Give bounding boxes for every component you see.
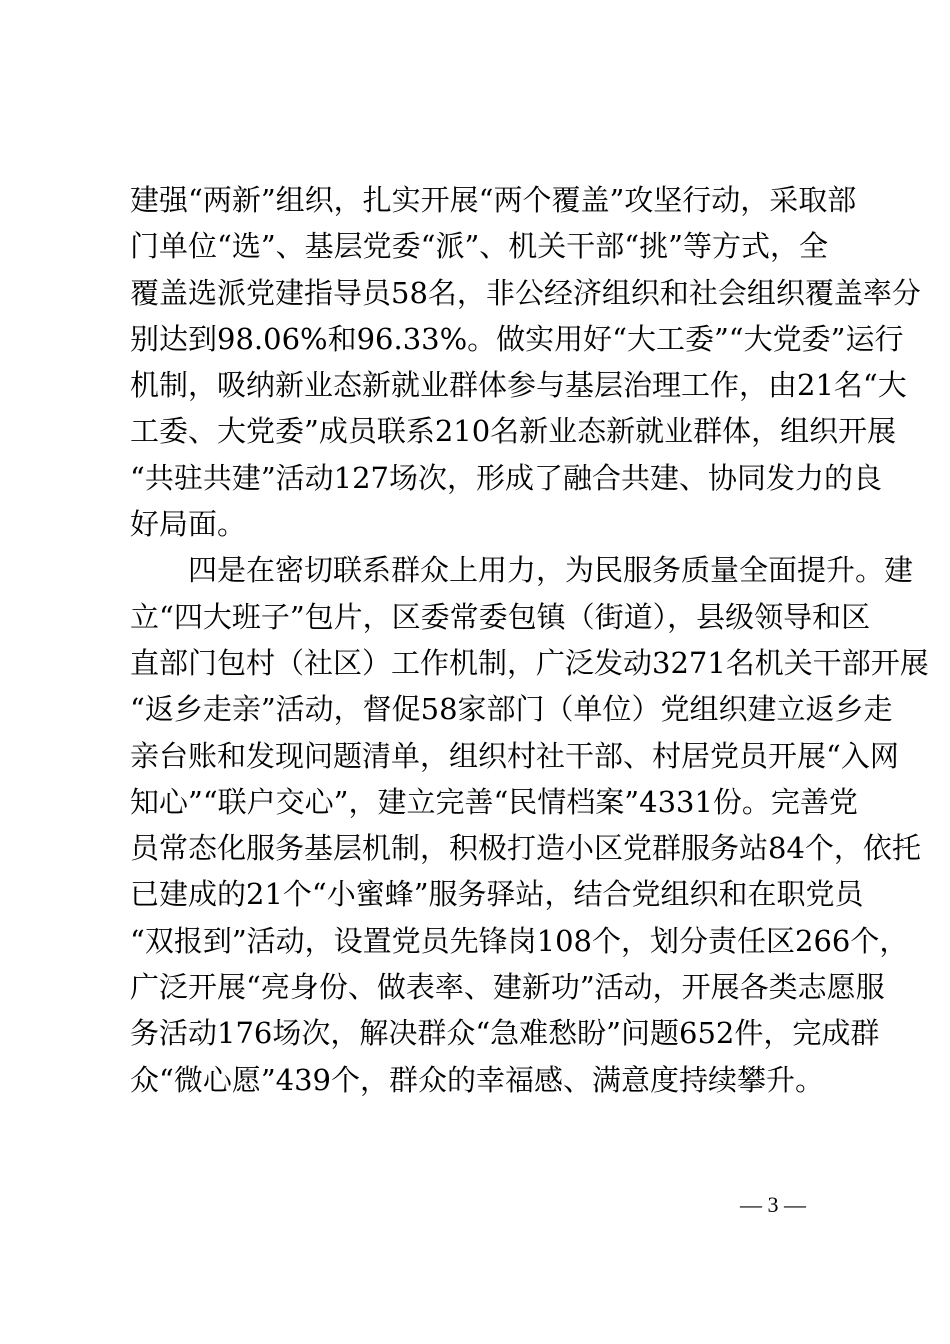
text-line: “双报到”活动，设置党员先锋岗108个，划分责任区266个， xyxy=(130,923,909,958)
page-number: — 3 — xyxy=(740,1192,806,1217)
text-line: 员常态化服务基层机制，积极打造小区党群服务站84个，依托 xyxy=(130,831,921,866)
text-line: 已建成的21个“小蜜蜂”服务驿站，结合党组织和在职党员 xyxy=(130,877,864,912)
text-line: 四是在密切联系群众上用力，为民服务质量全面提升。建 xyxy=(188,553,914,588)
text-line: 覆盖选派党建指导员58名，非公经济组织和社会组织覆盖率分 xyxy=(130,275,921,310)
text-line: 门单位“选”、基层党委“派”、机关干部“挑”等方式，全 xyxy=(130,229,828,264)
text-line: 直部门包村（社区）工作机制，广泛发动3271名机关干部开展 xyxy=(130,645,929,680)
text-line: 亲台账和发现问题清单，组织村社干部、村居党员开展“入网 xyxy=(130,738,899,773)
text-line: 好局面。 xyxy=(130,507,247,542)
text-line: 务活动176场次，解决群众“急难愁盼”问题652件，完成群 xyxy=(130,1016,880,1051)
text-line: 工委、大党委”成员联系210名新业态新就业群体，组织开展 xyxy=(130,414,897,449)
document-body xyxy=(130,177,929,1103)
paragraph-1 xyxy=(130,177,921,547)
text-line: 立“四大班子”包片，区委常委包镇（街道），县级领导和区 xyxy=(130,599,871,634)
text-line: 建强“两新”组织，扎实开展“两个覆盖”攻坚行动，采取部 xyxy=(130,183,857,217)
text-line: 知心”“联户交心”，建立完善“民情档案”4331份。完善党 xyxy=(130,784,858,819)
text-line: 众“微心愿”439个，群众的幸福感、满意度持续攀升。 xyxy=(130,1062,825,1097)
text-line: “共驻共建”活动127场次，形成了融合共建、协同发力的良 xyxy=(130,460,883,495)
text-line: 广泛开展“亮身份、做表率、建新功”活动，开展各类志愿服 xyxy=(130,970,885,1005)
paragraph-2 xyxy=(130,547,929,1103)
text-line: 别达到98.06%和96.33%。做实用好“大工委”“大党委”运行 xyxy=(130,321,904,356)
text-line: 机制，吸纳新业态新就业群体参与基层治理工作，由21名“大 xyxy=(130,368,907,403)
text-line: “返乡走亲”活动，督促58家部门（单位）党组织建立返乡走 xyxy=(130,692,893,727)
